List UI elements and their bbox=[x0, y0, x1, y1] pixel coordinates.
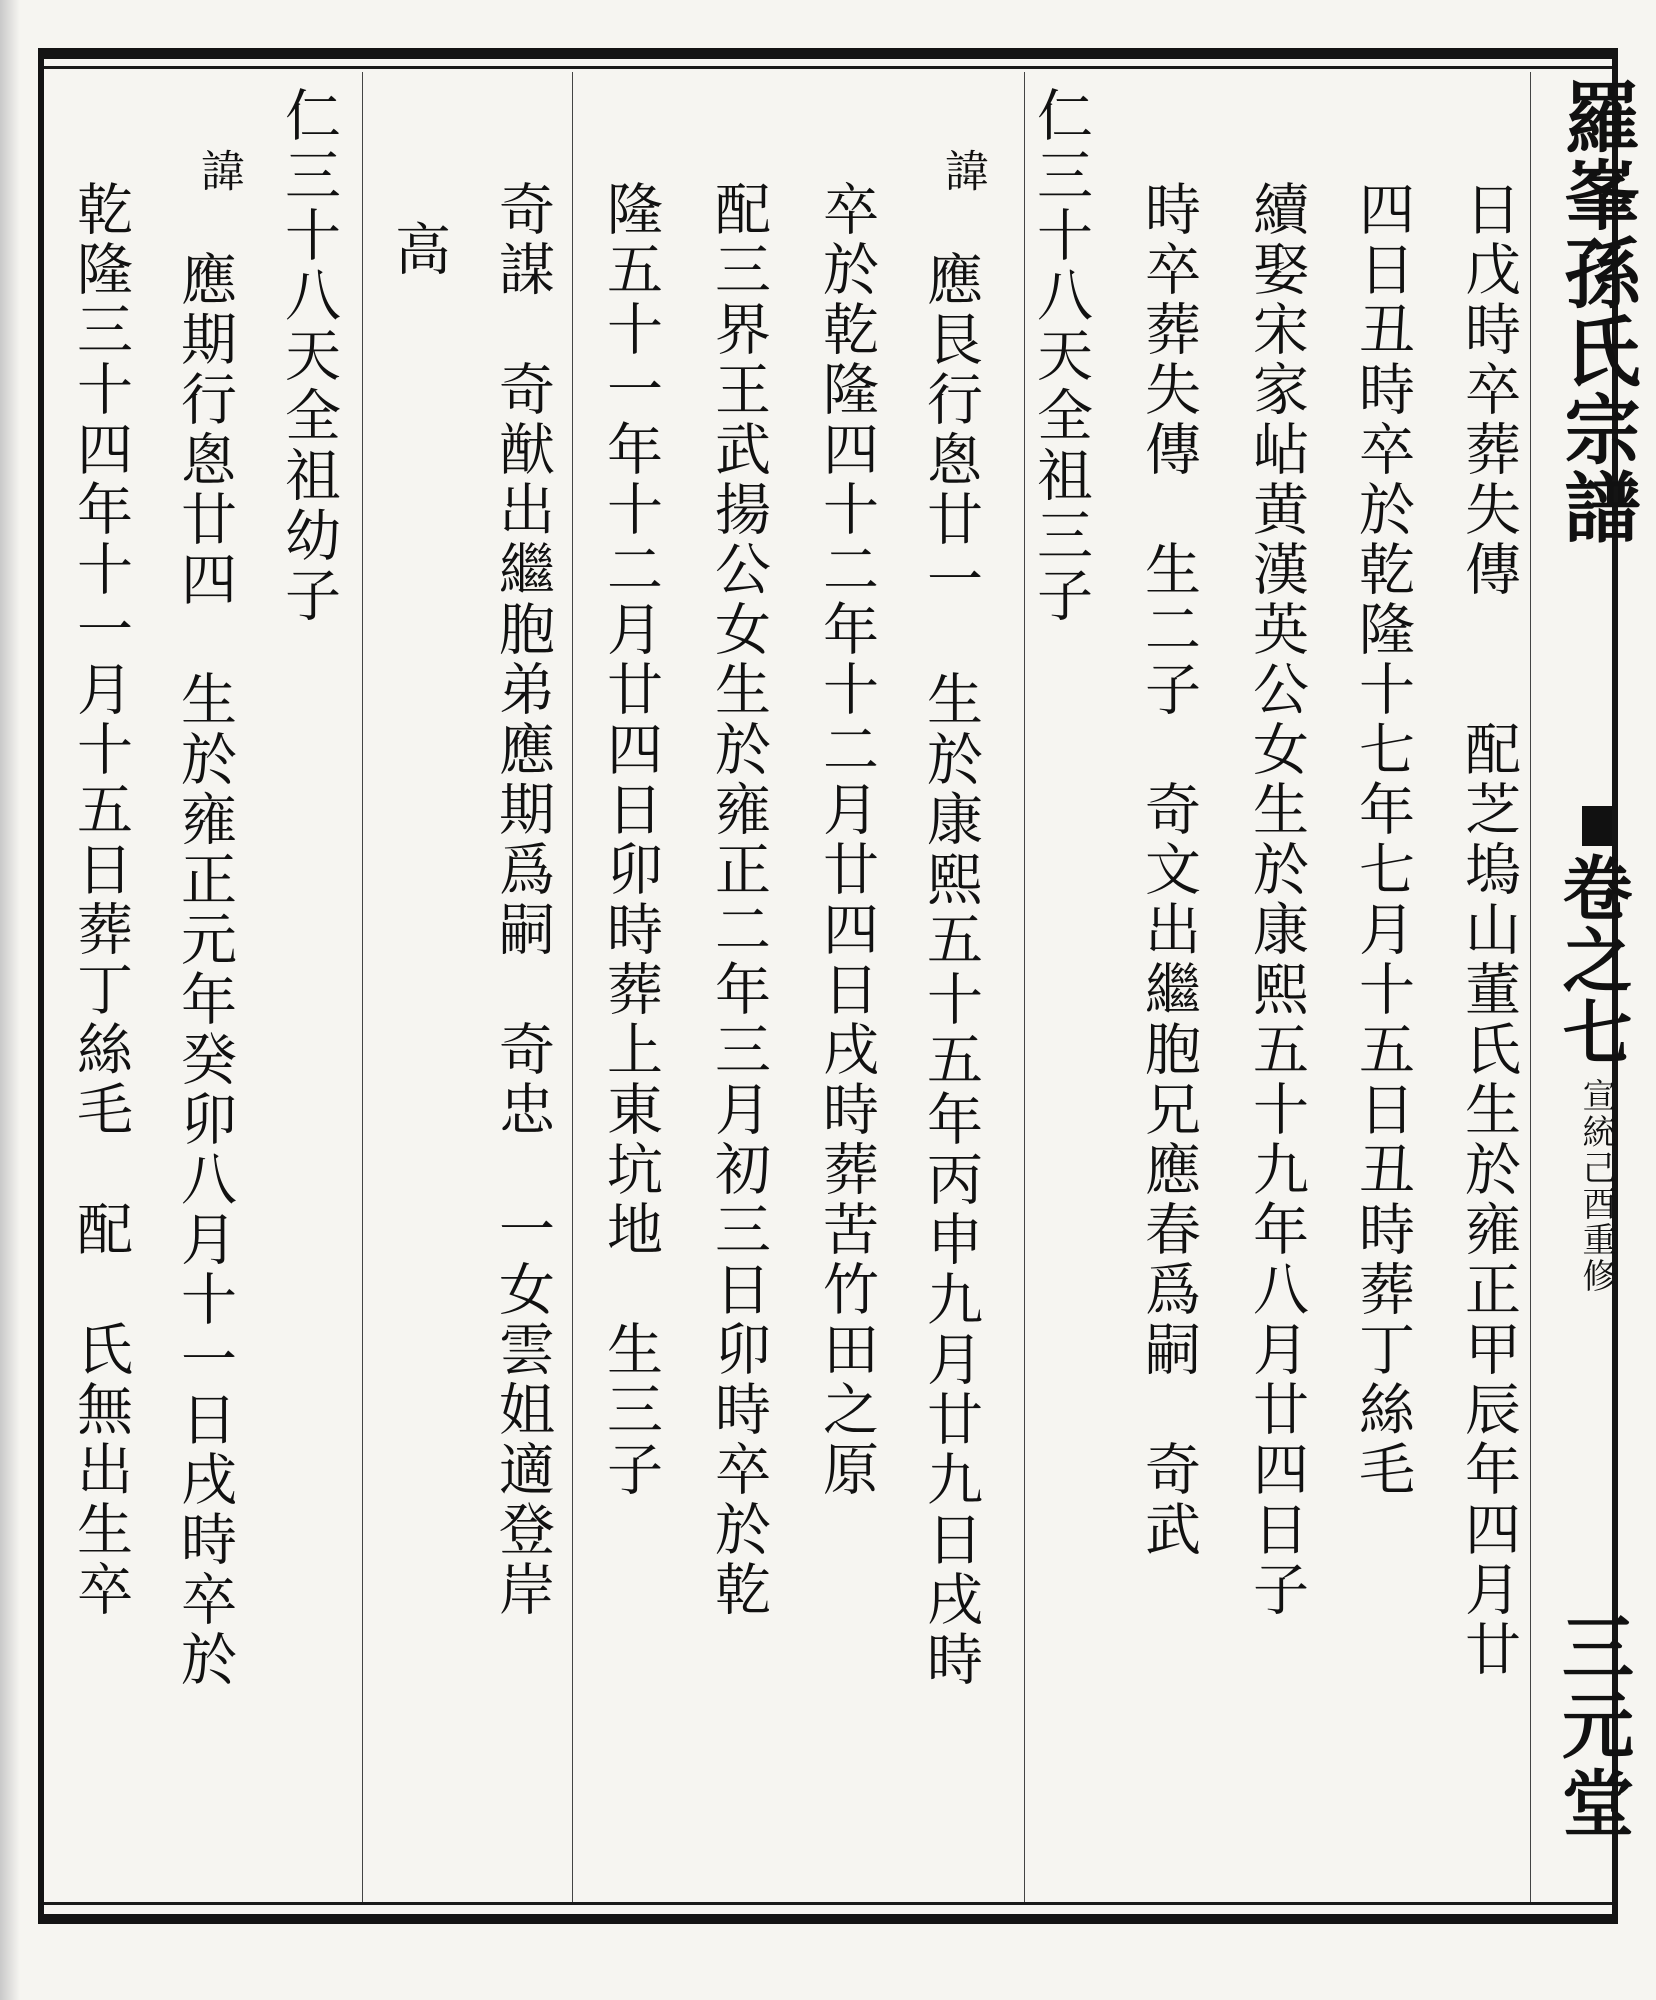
frame-bottom-rule bbox=[38, 1914, 1618, 1924]
text-column-18: 乾隆三十四年十一月十五日葬丁絲毛 配 氏無出生卒 bbox=[68, 180, 133, 1620]
volume-number: 卷之七 bbox=[1551, 852, 1634, 1068]
text-column-1: 日戊時卒葬失傳 配芝塢山董氏生於雍正甲辰年四月廿 bbox=[1456, 180, 1521, 1680]
text-column-17: 應期行悤廿四 生於雍正元年癸卯八月十一日戌時卒於 bbox=[172, 250, 237, 1690]
text-column-9: 卒於乾隆四十二年十二月廿四日戌時葬苦竹田之原 bbox=[814, 180, 879, 1500]
column-rule bbox=[362, 72, 363, 1902]
edition-note: 宣統己酉重修 bbox=[1576, 1078, 1616, 1294]
text-column-13: 高 bbox=[386, 220, 451, 280]
name-taboo-mark: 諱 bbox=[193, 148, 244, 194]
person-heading: 仁三十八天全祖三子 bbox=[1028, 86, 1093, 626]
text-column-3: 續娶宋家岾黄漢英公女生於康熙五十九年八月廿四日子 bbox=[1244, 180, 1309, 1620]
name-taboo-mark: 諱 bbox=[937, 148, 988, 194]
text-column-10: 配三界王武揚公女生於雍正二年三月初三日卯時卒於乾 bbox=[706, 180, 771, 1620]
text-column-2: 四日丑時卒於乾隆十七年七月十五日丑時葬丁絲毛 bbox=[1350, 180, 1415, 1500]
frame-left-rule bbox=[38, 48, 44, 1924]
column-rule bbox=[1530, 72, 1531, 1902]
frame-top-rule bbox=[38, 48, 1618, 59]
frame-bottom-inner-rule bbox=[38, 1902, 1618, 1905]
text-column-11: 隆五十一年十二月廿四日卯時葬上東坑地 生三子 bbox=[598, 180, 663, 1500]
text-column-8: 應艮行悤廿一 生於康熙五十五年丙申九月廿九日戌時 bbox=[918, 250, 983, 1690]
column-rule bbox=[1024, 72, 1025, 1902]
person-heading: 仁三十八天全祖幼子 bbox=[276, 86, 341, 626]
hall-name: 三元堂 bbox=[1550, 1610, 1635, 1844]
scan-edge-shadow bbox=[0, 0, 20, 2000]
text-column-4: 時卒葬失傳 生二子 奇文出繼胞兄應春爲嗣 奇武 bbox=[1136, 180, 1201, 1560]
frame-top-inner-rule bbox=[38, 66, 1618, 69]
book-title: 羅峯孫氏宗譜 bbox=[1552, 78, 1641, 546]
text-column-12: 奇謀 奇猷出繼胞弟應期爲嗣 奇忠 一女雲姐適登岸 bbox=[490, 180, 555, 1620]
title-separator-mark bbox=[1582, 806, 1612, 846]
column-rule bbox=[572, 72, 573, 1902]
